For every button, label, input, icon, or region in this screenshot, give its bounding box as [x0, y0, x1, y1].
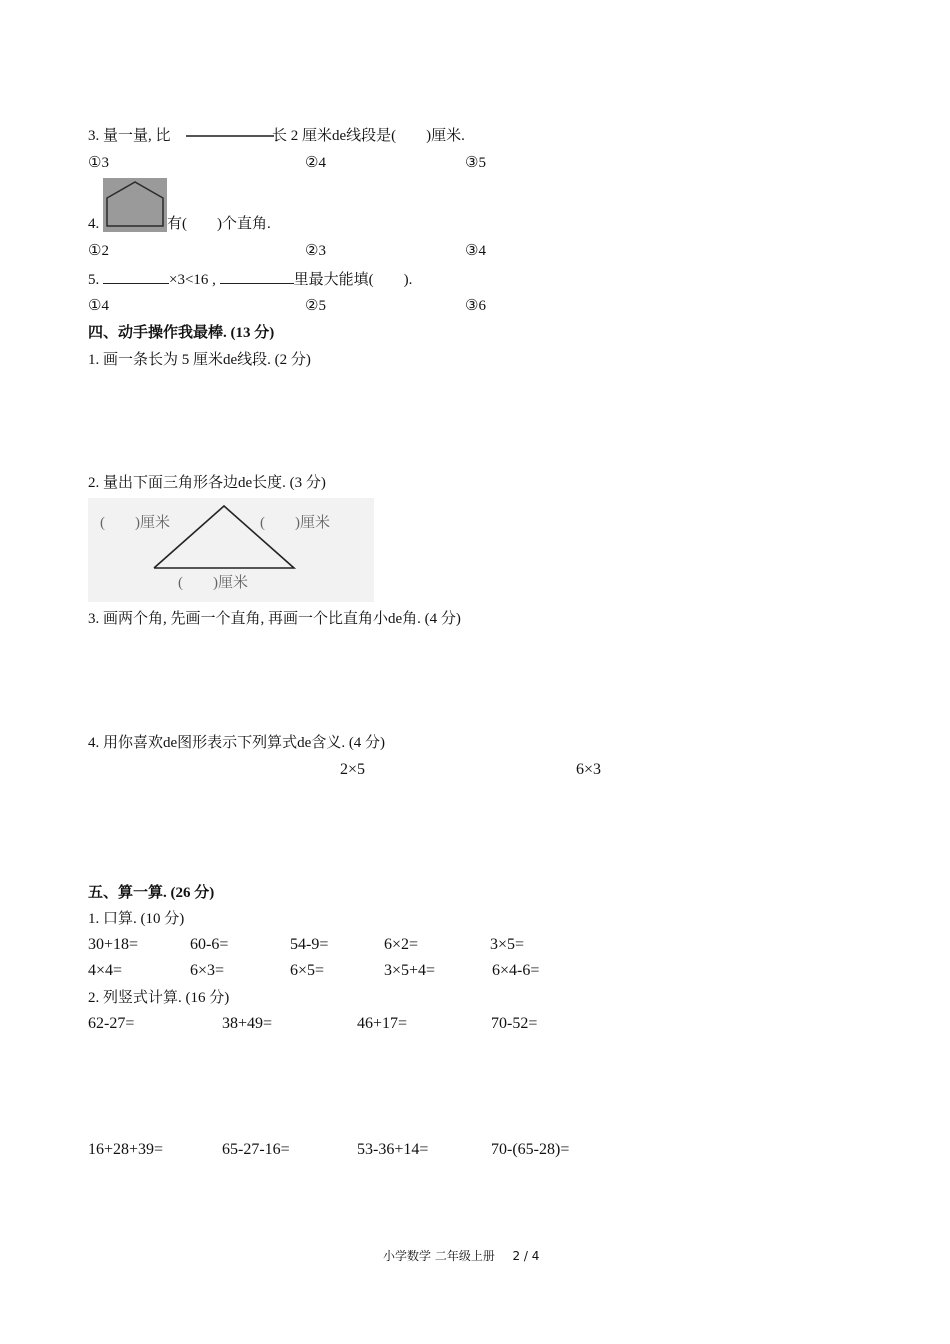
q5-option-3: ③6 — [465, 298, 486, 314]
oral-problem: 6×5= — [290, 962, 325, 979]
section4-heading: 四、动手操作我最棒. (13 分) — [88, 325, 275, 341]
expression-6x3: 6×3 — [576, 761, 602, 778]
footer — [383, 1247, 539, 1265]
section5-q1: 1. 口算. (10 分) — [88, 911, 185, 927]
vertical-problem: 16+28+39= — [88, 1141, 164, 1158]
q4-suffix: 有( )个直角. — [167, 216, 271, 232]
q3-suffix: 长 2 厘米de线段是( )厘米. — [272, 128, 465, 144]
triangle-left-label: ( )厘米 — [100, 515, 170, 531]
section4-q2: 2. 量出下面三角形各边de长度. (3 分) — [88, 475, 326, 491]
q5-option-1: ①4 — [88, 298, 109, 314]
q3-line — [88, 127, 171, 145]
q5-prefix: 5. — [88, 272, 100, 288]
oral-problem: 6×3= — [190, 962, 225, 979]
section4-q1: 1. 画一条长为 5 厘米de线段. (2 分) — [88, 352, 311, 368]
q5-middle: ×3<16 , — [169, 272, 216, 288]
q5-suffix: 里最大能填( ). — [293, 272, 413, 288]
q3-option-2: ②4 — [305, 155, 326, 171]
triangle-bottom-label: ( )厘米 — [178, 575, 248, 591]
vertical-problem: 70-52= — [491, 1015, 538, 1032]
section4-q4: 4. 用你喜欢de图形表示下列算式de含义. (4 分) — [88, 735, 386, 751]
q3-option-1: ①3 — [88, 155, 109, 171]
q4-option-2: ②3 — [305, 243, 326, 259]
oral-problem: 3×5+4= — [384, 962, 436, 979]
section4-q3: 3. 画两个角, 先画一个直角, 再画一个比直角小de角. (4 分) — [88, 611, 461, 627]
triangle-figure — [88, 498, 374, 602]
q3-option-3: ③5 — [465, 155, 486, 171]
oral-problem: 60-6= — [190, 936, 229, 953]
oral-problem: 30+18= — [88, 936, 139, 953]
q5-option-2: ②5 — [305, 298, 326, 314]
oral-problem: 3×5= — [490, 936, 525, 953]
vertical-problem: 38+49= — [222, 1015, 273, 1032]
vertical-problem: 65-27-16= — [222, 1141, 290, 1158]
oral-problem: 54-9= — [290, 936, 329, 953]
vertical-problem: 62-27= — [88, 1015, 135, 1032]
q5-line — [88, 269, 412, 289]
vertical-problem: 53-36+14= — [357, 1141, 429, 1158]
q5-blank-1[interactable] — [103, 269, 169, 284]
oral-problem: 4×4= — [88, 962, 123, 979]
pentagon-figure — [103, 178, 167, 232]
section5-q2: 2. 列竖式计算. (16 分) — [88, 990, 230, 1006]
footer-label: 小学数学 二年级上册 — [383, 1249, 495, 1263]
triangle-right-label: ( )厘米 — [260, 515, 330, 531]
expression-2x5: 2×5 — [340, 761, 366, 778]
vertical-problem: 46+17= — [357, 1015, 408, 1032]
oral-problem: 6×2= — [384, 936, 419, 953]
q3-prefix: 3. 量一量, 比 — [88, 128, 171, 144]
q4-option-1: ①2 — [88, 243, 109, 259]
q4-option-3: ③4 — [465, 243, 486, 259]
page-number: 2 / 4 — [512, 1249, 540, 1263]
vertical-problem: 70-(65-28)= — [491, 1141, 570, 1158]
oral-problem: 6×4-6= — [492, 962, 540, 979]
q4-prefix: 4. — [88, 216, 100, 232]
q3-reference-segment — [186, 126, 274, 130]
q5-blank-2[interactable] — [220, 269, 294, 284]
section5-heading: 五、算一算. (26 分) — [88, 885, 215, 901]
